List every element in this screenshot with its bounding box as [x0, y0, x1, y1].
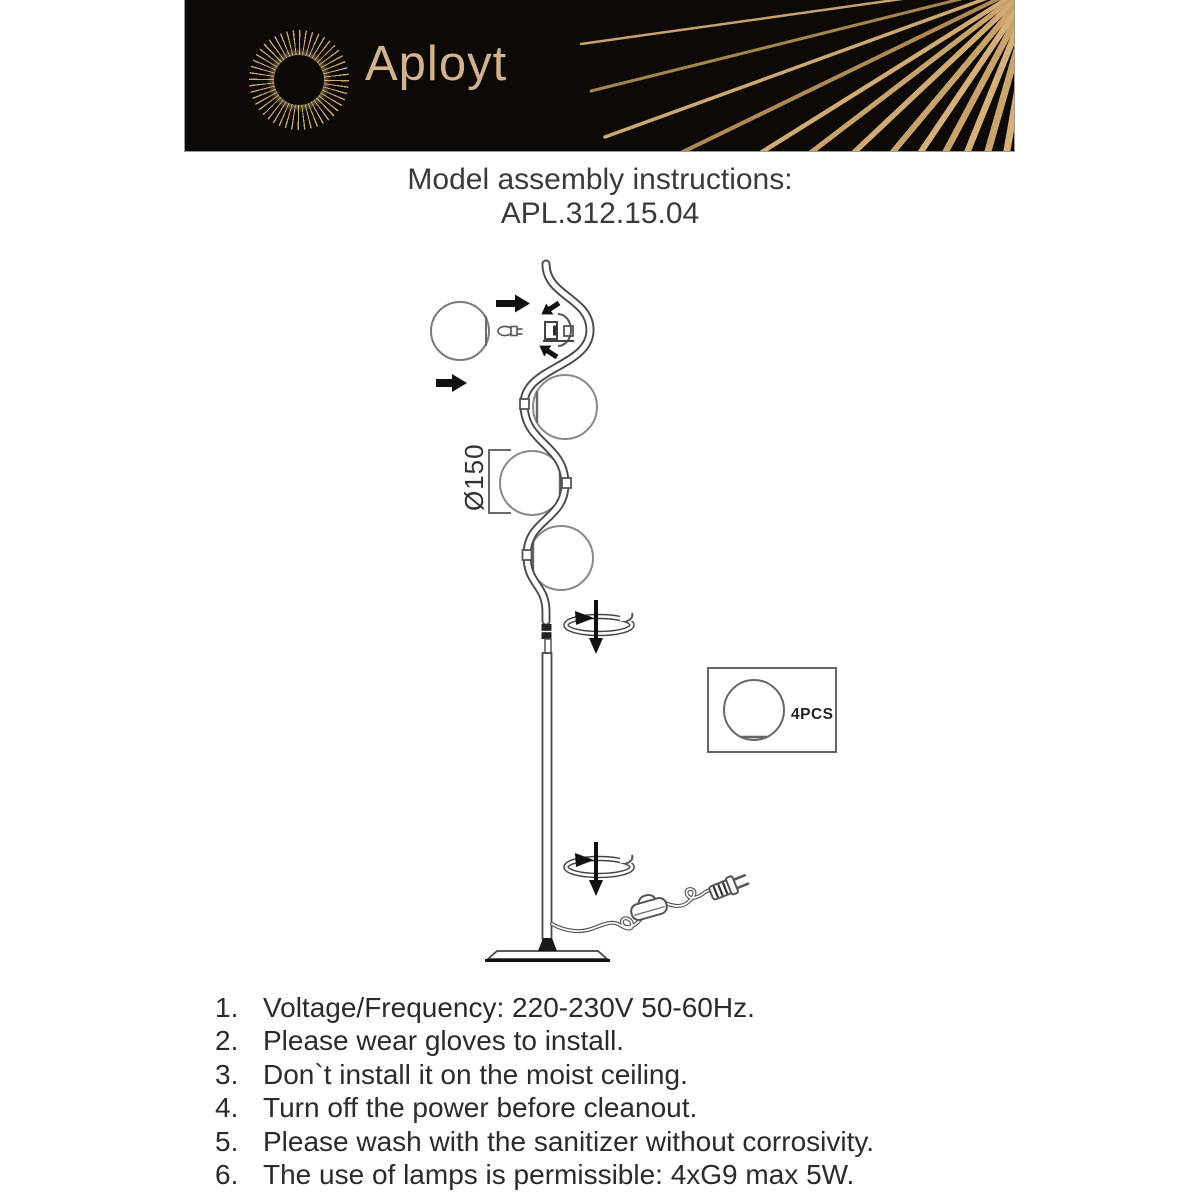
package-count-label: 4PCS [791, 706, 834, 723]
clip-arrow-icon [536, 340, 561, 362]
instruction-item [215, 1024, 1015, 1057]
instruction-number: 3. [215, 1058, 239, 1090]
insert-arrow-icon [496, 295, 530, 313]
foot-switch [628, 891, 669, 922]
instruction-item [215, 1125, 1015, 1158]
instruction-text: The use of lamps is permissible: 4xG9 max 5W. [263, 1159, 855, 1191]
starburst-center [274, 55, 324, 105]
dimension-label: Ø150 [459, 443, 489, 511]
instruction-number: 2. [215, 1025, 239, 1057]
instruction-number: 6. [215, 1159, 239, 1191]
instruction-item [215, 1058, 1015, 1091]
instructions-list [215, 991, 1015, 1191]
model-code: APL.312.15.04 [500, 197, 700, 230]
g9-bulb-icon [498, 326, 523, 335]
instruction-text: Please wear gloves to install. [263, 1025, 625, 1057]
instruction-text: Turn off the power before cleanout. [263, 1092, 698, 1124]
bulb-package-box [708, 668, 836, 752]
power-plug [708, 871, 750, 902]
corner-rays-icon [514, 0, 1014, 152]
clip-arrow-icon [538, 298, 563, 320]
instruction-number: 1. [215, 992, 239, 1023]
stem-connector [542, 624, 552, 654]
instruction-text: Please wash with the sanitizer without corrosivity. [263, 1125, 875, 1157]
brand-banner [184, 0, 1015, 152]
title-block [0, 163, 1200, 231]
brand-name: Aployt [365, 37, 508, 91]
insert-arrow-icon [436, 374, 467, 392]
globe-2 [533, 375, 597, 439]
instruction-item [215, 1091, 1015, 1124]
lamp-pole [543, 653, 552, 939]
lamp-base [485, 938, 610, 961]
rotation-arrow-icon [566, 842, 637, 896]
page-title: Model assembly instructions: [407, 163, 793, 196]
starburst-logo-icon [249, 30, 349, 130]
instruction-text: Voltage/Frequency: 220-230V 50-60Hz. [263, 992, 755, 1023]
instruction-text: Don`t install it on the moist ceiling. [263, 1058, 688, 1090]
rotation-arrow-icon [566, 600, 637, 654]
instruction-item [215, 1158, 1015, 1191]
instruction-number: 4. [215, 1092, 239, 1124]
instruction-item [215, 991, 1015, 1024]
instruction-number: 5. [215, 1125, 239, 1157]
detached-globe [431, 302, 489, 360]
lamp-assembly-diagram [420, 255, 850, 985]
